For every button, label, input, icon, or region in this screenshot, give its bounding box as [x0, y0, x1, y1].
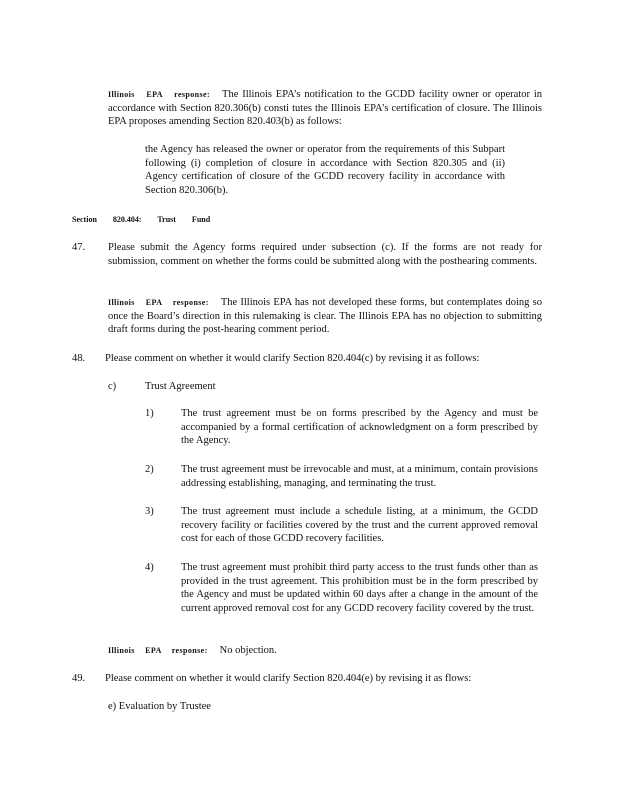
question-48-text: Please comment on whether it would clarify Section 820.404(c) by revising it as follows: [105, 353, 480, 364]
question-number-47: 47. [72, 242, 86, 253]
epa-response-2 [108, 296, 542, 337]
epa-response-1 [108, 88, 542, 129]
question-number-49: 49. [72, 673, 86, 684]
item-number: 1) [145, 408, 154, 419]
item-number: 2) [145, 464, 154, 475]
subsection-e-label: e) Evaluation by Trustee [108, 701, 211, 712]
response-text: The Illinois EPA has not developed these forms, but contemplates doing so once the Board’s direction in this rulemaking is clear. The Illinois EPA has no objection to submitting draft forms during the post-hearing comment period. [108, 297, 542, 336]
item-text: The trust agreement must be irrevocable and must, at a minimum, contain provisions addressing establishing, managing, and terminating the trust. [181, 464, 538, 489]
section-heading [72, 213, 210, 227]
question-47-text: Please submit the Agency forms required under subsection (c). If the forms are not ready for submission, comment on whether the forms could be submitted along with the posthearing comments. [108, 242, 542, 267]
response-text: The Illinois EPA’s notification to the GCDD facility owner or operator in accordance with Section 820.306(b) consti tutes the Illinois EPA’s certification of closure. The Illinois EPA proposes amending Section 820.403(b) as follows: [108, 89, 542, 128]
subsection-c-label: c) [108, 381, 117, 392]
response-label: Illinois EPA response: [108, 298, 209, 307]
item-text: The trust agreement must include a schedule listing, at a minimum, the GCDD recovery facility or facilities covered by the trust and the current approved removal cost for each of those GCDD recovery facilities. [181, 506, 538, 545]
response-label: Illinois EPA response: [108, 90, 211, 99]
response-text: No objection. [219, 645, 277, 656]
item-number: 3) [145, 506, 154, 517]
section-heading-text: Section 820.404: Trust Fund [72, 215, 211, 224]
question-49-text: Please comment on whether it would clarify Section 820.404(e) by revising it as flows: [105, 673, 472, 684]
item-number: 4) [145, 562, 154, 573]
subsection-c-title: Trust Agreement [145, 381, 216, 392]
item-text: The trust agreement must prohibit third party access to the trust funds other than as provided in the trust agreement. This prohibition must be in the form prescribed by the Agency and must be updated within 60 days after a change in the amount of the current approved removal cost for any GCDD recovery facility covered by the trust. [181, 562, 538, 614]
question-number-48: 48. [72, 353, 86, 364]
item-text: The trust agreement must be on forms prescribed by the Agency and must be accompanied by a formal certification of acknowledgment on a form prescribed by the Agency. [181, 408, 538, 447]
proposed-amendment-quote: the Agency has released the owner or operator from the requirements of this Subpart following (i) completion of closure in accordance with Section 820.305 and (ii) Agency certification of closure of the GCDD recovery facility in accordance with Section 820.306(b). [145, 144, 505, 196]
response-label: Illinois EPA response: [108, 646, 208, 655]
epa-response-3 [108, 644, 542, 658]
